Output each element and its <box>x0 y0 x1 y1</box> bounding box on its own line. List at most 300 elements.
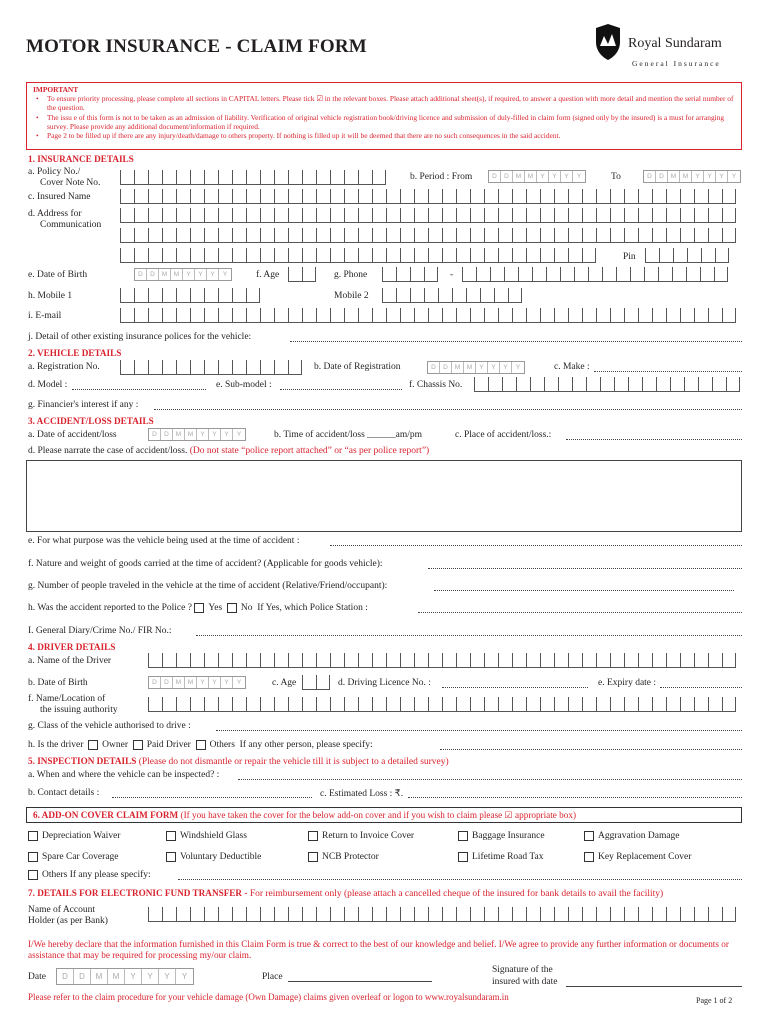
char-box[interactable] <box>316 653 330 667</box>
police-yes-checkbox[interactable] <box>194 603 204 613</box>
char-box[interactable] <box>190 907 204 921</box>
char-box[interactable] <box>316 675 330 689</box>
date-digit-box[interactable]: M <box>159 269 171 280</box>
char-box[interactable] <box>148 360 162 374</box>
char-box[interactable] <box>512 208 526 222</box>
char-box[interactable] <box>600 377 614 391</box>
char-box[interactable] <box>134 228 148 242</box>
date-digit-box[interactable]: Y <box>142 969 159 984</box>
reg-date[interactable] <box>427 361 525 374</box>
char-box[interactable] <box>176 653 190 667</box>
char-box[interactable] <box>344 907 358 921</box>
char-box[interactable] <box>148 189 162 203</box>
char-box[interactable] <box>610 907 624 921</box>
char-box[interactable] <box>428 248 442 262</box>
addon-others-checkbox[interactable] <box>28 870 38 880</box>
aggravation-damage-checkbox[interactable] <box>584 831 594 841</box>
financier-line[interactable] <box>154 409 742 410</box>
char-box[interactable] <box>232 288 246 302</box>
char-box[interactable] <box>288 228 302 242</box>
char-box[interactable] <box>372 308 386 322</box>
lifetime-road-tax-checkbox[interactable] <box>458 852 468 862</box>
narration-box[interactable] <box>26 460 742 532</box>
char-box[interactable] <box>316 907 330 921</box>
char-box[interactable] <box>516 377 530 391</box>
char-box[interactable] <box>540 653 554 667</box>
char-box[interactable] <box>694 208 708 222</box>
char-box[interactable] <box>638 907 652 921</box>
char-box[interactable] <box>260 228 274 242</box>
char-box[interactable] <box>344 697 358 711</box>
date-digit-box[interactable]: Y <box>500 362 512 373</box>
date-digit-box[interactable]: Y <box>236 679 242 686</box>
char-box[interactable] <box>400 907 414 921</box>
char-box[interactable] <box>470 653 484 667</box>
char-box[interactable] <box>414 653 428 667</box>
date-digit-box[interactable]: D <box>644 171 656 182</box>
char-box[interactable] <box>218 288 232 302</box>
char-box[interactable] <box>288 697 302 711</box>
char-box[interactable] <box>694 189 708 203</box>
char-box[interactable] <box>134 248 148 262</box>
addon-others-line[interactable] <box>178 879 742 880</box>
char-box[interactable] <box>260 653 274 667</box>
char-box[interactable] <box>330 170 344 184</box>
char-box[interactable] <box>232 360 246 374</box>
char-box[interactable] <box>518 267 532 281</box>
char-box[interactable] <box>204 248 218 262</box>
char-box[interactable] <box>414 248 428 262</box>
date-digit-box[interactable]: Y <box>197 677 209 688</box>
char-box[interactable] <box>246 360 260 374</box>
baggage-insurance-checkbox[interactable] <box>458 831 468 841</box>
char-box[interactable] <box>148 308 162 322</box>
char-box[interactable] <box>694 907 708 921</box>
char-box[interactable] <box>382 288 396 302</box>
char-box[interactable] <box>508 288 522 302</box>
char-box[interactable] <box>466 288 480 302</box>
char-box[interactable] <box>546 267 560 281</box>
char-box[interactable] <box>484 189 498 203</box>
char-box[interactable] <box>358 907 372 921</box>
char-box[interactable] <box>498 248 512 262</box>
char-box[interactable] <box>372 189 386 203</box>
char-box[interactable] <box>666 697 680 711</box>
char-box[interactable] <box>134 360 148 374</box>
key-replacement-checkbox[interactable] <box>584 852 594 862</box>
char-box[interactable] <box>176 308 190 322</box>
char-box[interactable] <box>260 697 274 711</box>
char-box[interactable] <box>442 697 456 711</box>
char-box[interactable] <box>246 907 260 921</box>
char-box[interactable] <box>396 267 410 281</box>
driver-name-boxes[interactable] <box>148 653 736 668</box>
char-box[interactable] <box>386 189 400 203</box>
char-box[interactable] <box>232 228 246 242</box>
char-box[interactable] <box>372 907 386 921</box>
char-box[interactable] <box>652 308 666 322</box>
char-box[interactable] <box>526 907 540 921</box>
char-box[interactable] <box>680 189 694 203</box>
date-digit-box[interactable]: Y <box>731 173 737 180</box>
date-digit-box[interactable]: Y <box>181 972 188 981</box>
char-box[interactable] <box>708 653 722 667</box>
char-box[interactable] <box>582 189 596 203</box>
char-box[interactable] <box>554 308 568 322</box>
char-box[interactable] <box>162 308 176 322</box>
char-box[interactable] <box>470 697 484 711</box>
char-box[interactable] <box>288 653 302 667</box>
char-box[interactable] <box>316 228 330 242</box>
char-box[interactable] <box>288 170 302 184</box>
char-box[interactable] <box>666 653 680 667</box>
char-box[interactable] <box>582 208 596 222</box>
char-box[interactable] <box>544 377 558 391</box>
people-line[interactable] <box>434 590 734 591</box>
date-digit-box[interactable]: D <box>656 171 668 182</box>
char-box[interactable] <box>476 267 490 281</box>
char-box[interactable] <box>246 228 260 242</box>
char-box[interactable] <box>274 170 288 184</box>
char-box[interactable] <box>218 248 232 262</box>
char-box[interactable] <box>498 189 512 203</box>
char-box[interactable] <box>673 248 687 262</box>
char-box[interactable] <box>162 360 176 374</box>
char-box[interactable] <box>694 308 708 322</box>
char-box[interactable] <box>456 228 470 242</box>
address-boxes-line2[interactable] <box>120 228 736 243</box>
char-box[interactable] <box>638 189 652 203</box>
char-box[interactable] <box>540 907 554 921</box>
char-box[interactable] <box>400 697 414 711</box>
char-box[interactable] <box>568 653 582 667</box>
char-box[interactable] <box>442 308 456 322</box>
char-box[interactable] <box>120 360 134 374</box>
char-box[interactable] <box>596 189 610 203</box>
char-box[interactable] <box>512 907 526 921</box>
char-box[interactable] <box>274 228 288 242</box>
char-box[interactable] <box>288 248 302 262</box>
char-box[interactable] <box>316 697 330 711</box>
char-box[interactable] <box>358 248 372 262</box>
char-box[interactable] <box>204 907 218 921</box>
char-box[interactable] <box>400 653 414 667</box>
date-digit-box[interactable]: Y <box>207 269 219 280</box>
char-box[interactable] <box>456 907 470 921</box>
char-box[interactable] <box>232 653 246 667</box>
date-digit-box[interactable]: M <box>108 969 125 984</box>
purpose-line[interactable] <box>330 545 742 546</box>
char-box[interactable] <box>302 170 316 184</box>
char-box[interactable] <box>687 248 701 262</box>
char-box[interactable] <box>715 248 729 262</box>
char-box[interactable] <box>218 189 232 203</box>
char-box[interactable] <box>120 189 134 203</box>
char-box[interactable] <box>708 228 722 242</box>
char-box[interactable] <box>274 907 288 921</box>
char-box[interactable] <box>726 377 740 391</box>
char-box[interactable] <box>526 228 540 242</box>
char-box[interactable] <box>512 248 526 262</box>
char-box[interactable] <box>694 653 708 667</box>
char-box[interactable] <box>288 267 302 281</box>
char-box[interactable] <box>638 228 652 242</box>
char-box[interactable] <box>502 377 516 391</box>
char-box[interactable] <box>162 170 176 184</box>
char-box[interactable] <box>260 189 274 203</box>
char-box[interactable] <box>658 267 672 281</box>
police-no-checkbox[interactable] <box>227 603 237 613</box>
char-box[interactable] <box>456 653 470 667</box>
date-digit-box[interactable]: Y <box>549 171 561 182</box>
char-box[interactable] <box>722 308 736 322</box>
char-box[interactable] <box>680 228 694 242</box>
others-checkbox[interactable] <box>196 740 206 750</box>
char-box[interactable] <box>638 697 652 711</box>
char-box[interactable] <box>526 697 540 711</box>
char-box[interactable] <box>232 170 246 184</box>
char-box[interactable] <box>680 697 694 711</box>
date-digit-box[interactable]: M <box>513 171 525 182</box>
char-box[interactable] <box>232 248 246 262</box>
char-box[interactable] <box>204 170 218 184</box>
policy-number-boxes[interactable] <box>120 170 386 185</box>
char-box[interactable] <box>596 308 610 322</box>
char-box[interactable] <box>218 697 232 711</box>
char-box[interactable] <box>330 907 344 921</box>
char-box[interactable] <box>526 653 540 667</box>
char-box[interactable] <box>400 248 414 262</box>
char-box[interactable] <box>470 248 484 262</box>
char-box[interactable] <box>526 208 540 222</box>
char-box[interactable] <box>512 308 526 322</box>
char-box[interactable] <box>512 697 526 711</box>
period-from-date[interactable] <box>488 170 586 183</box>
char-box[interactable] <box>672 267 686 281</box>
date-digit-box[interactable]: D <box>501 171 513 182</box>
char-box[interactable] <box>344 248 358 262</box>
goods-line[interactable] <box>428 568 742 569</box>
char-box[interactable] <box>680 308 694 322</box>
fir-line[interactable] <box>196 635 742 636</box>
char-box[interactable] <box>701 248 715 262</box>
char-box[interactable] <box>330 653 344 667</box>
date-digit-box[interactable]: Y <box>159 969 176 984</box>
char-box[interactable] <box>484 308 498 322</box>
char-box[interactable] <box>722 189 736 203</box>
char-box[interactable] <box>722 653 736 667</box>
char-box[interactable] <box>120 248 134 262</box>
char-box[interactable] <box>386 208 400 222</box>
char-box[interactable] <box>554 653 568 667</box>
char-box[interactable] <box>246 653 260 667</box>
char-box[interactable] <box>274 653 288 667</box>
char-box[interactable] <box>134 288 148 302</box>
address-boxes-line1[interactable] <box>120 208 736 223</box>
char-box[interactable] <box>120 228 134 242</box>
char-box[interactable] <box>162 907 176 921</box>
char-box[interactable] <box>330 189 344 203</box>
char-box[interactable] <box>428 653 442 667</box>
paid-driver-checkbox[interactable] <box>133 740 143 750</box>
date-digit-box[interactable]: D <box>57 969 74 984</box>
char-box[interactable] <box>526 248 540 262</box>
char-box[interactable] <box>218 653 232 667</box>
char-box[interactable] <box>470 907 484 921</box>
char-box[interactable] <box>274 697 288 711</box>
accident-date[interactable] <box>148 428 246 441</box>
char-box[interactable] <box>400 308 414 322</box>
char-box[interactable] <box>190 308 204 322</box>
char-box[interactable] <box>644 267 658 281</box>
char-box[interactable] <box>162 288 176 302</box>
char-box[interactable] <box>162 653 176 667</box>
char-box[interactable] <box>624 907 638 921</box>
char-box[interactable] <box>540 248 554 262</box>
char-box[interactable] <box>480 288 494 302</box>
char-box[interactable] <box>232 208 246 222</box>
char-box[interactable] <box>630 267 644 281</box>
char-box[interactable] <box>274 308 288 322</box>
char-box[interactable] <box>330 308 344 322</box>
char-box[interactable] <box>462 267 476 281</box>
char-box[interactable] <box>722 697 736 711</box>
char-box[interactable] <box>638 308 652 322</box>
char-box[interactable] <box>540 228 554 242</box>
char-box[interactable] <box>246 248 260 262</box>
char-box[interactable] <box>624 228 638 242</box>
char-box[interactable] <box>484 248 498 262</box>
char-box[interactable] <box>260 360 274 374</box>
char-box[interactable] <box>610 653 624 667</box>
char-box[interactable] <box>176 189 190 203</box>
char-box[interactable] <box>708 308 722 322</box>
char-box[interactable] <box>302 228 316 242</box>
char-box[interactable] <box>218 308 232 322</box>
driver-dob[interactable] <box>148 676 246 689</box>
char-box[interactable] <box>246 697 260 711</box>
char-box[interactable] <box>588 267 602 281</box>
char-box[interactable] <box>358 308 372 322</box>
char-box[interactable] <box>414 308 428 322</box>
char-box[interactable] <box>162 228 176 242</box>
char-box[interactable] <box>484 208 498 222</box>
date-digit-box[interactable]: Y <box>209 677 221 688</box>
date-digit-box[interactable]: M <box>668 171 680 182</box>
char-box[interactable] <box>134 308 148 322</box>
char-box[interactable] <box>120 308 134 322</box>
char-box[interactable] <box>288 208 302 222</box>
char-box[interactable] <box>386 228 400 242</box>
char-box[interactable] <box>700 267 714 281</box>
char-box[interactable] <box>424 288 438 302</box>
mobile2-boxes[interactable] <box>382 288 522 303</box>
char-box[interactable] <box>428 907 442 921</box>
char-box[interactable] <box>596 907 610 921</box>
char-box[interactable] <box>442 907 456 921</box>
char-box[interactable] <box>190 288 204 302</box>
char-box[interactable] <box>120 288 134 302</box>
char-box[interactable] <box>246 208 260 222</box>
char-box[interactable] <box>582 907 596 921</box>
char-box[interactable] <box>428 697 442 711</box>
char-box[interactable] <box>120 170 134 184</box>
char-box[interactable] <box>204 308 218 322</box>
char-box[interactable] <box>162 189 176 203</box>
char-box[interactable] <box>372 170 386 184</box>
char-box[interactable] <box>218 208 232 222</box>
char-box[interactable] <box>568 697 582 711</box>
char-box[interactable] <box>722 228 736 242</box>
char-box[interactable] <box>586 377 600 391</box>
char-box[interactable] <box>428 189 442 203</box>
char-box[interactable] <box>260 907 274 921</box>
char-box[interactable] <box>414 697 428 711</box>
licence-line[interactable] <box>442 687 588 688</box>
date-digit-box[interactable]: M <box>185 429 197 440</box>
char-box[interactable] <box>442 248 456 262</box>
period-to-date[interactable] <box>643 170 741 183</box>
char-box[interactable] <box>484 907 498 921</box>
char-box[interactable] <box>246 170 260 184</box>
char-box[interactable] <box>638 653 652 667</box>
char-box[interactable] <box>616 267 630 281</box>
char-box[interactable] <box>540 208 554 222</box>
char-box[interactable] <box>190 653 204 667</box>
char-box[interactable] <box>358 653 372 667</box>
char-box[interactable] <box>386 653 400 667</box>
char-box[interactable] <box>708 907 722 921</box>
char-box[interactable] <box>652 208 666 222</box>
char-box[interactable] <box>358 228 372 242</box>
char-box[interactable] <box>162 248 176 262</box>
char-box[interactable] <box>176 228 190 242</box>
phone-std-boxes[interactable] <box>382 267 438 282</box>
date-digit-box[interactable]: Y <box>537 171 549 182</box>
char-box[interactable] <box>532 267 546 281</box>
char-box[interactable] <box>176 360 190 374</box>
char-box[interactable] <box>414 228 428 242</box>
date-digit-box[interactable]: D <box>161 429 173 440</box>
char-box[interactable] <box>414 189 428 203</box>
char-box[interactable] <box>330 228 344 242</box>
char-box[interactable] <box>614 377 628 391</box>
date-digit-box[interactable]: Y <box>221 677 233 688</box>
date-digit-box[interactable]: M <box>171 269 183 280</box>
date-digit-box[interactable]: M <box>173 429 185 440</box>
contact-line[interactable] <box>112 797 312 798</box>
char-box[interactable] <box>456 697 470 711</box>
char-box[interactable] <box>358 189 372 203</box>
char-box[interactable] <box>554 907 568 921</box>
char-box[interactable] <box>232 907 246 921</box>
inspection-when-line[interactable] <box>238 779 742 780</box>
char-box[interactable] <box>498 208 512 222</box>
char-box[interactable] <box>498 308 512 322</box>
char-box[interactable] <box>610 208 624 222</box>
char-box[interactable] <box>330 208 344 222</box>
char-box[interactable] <box>302 697 316 711</box>
date-digit-box[interactable]: M <box>91 969 108 984</box>
char-box[interactable] <box>568 208 582 222</box>
char-box[interactable] <box>572 377 586 391</box>
expiry-line[interactable] <box>660 687 742 688</box>
char-box[interactable] <box>652 653 666 667</box>
station-line[interactable] <box>418 612 742 613</box>
date-digit-box[interactable]: Y <box>488 362 500 373</box>
windshield-glass-checkbox[interactable] <box>166 831 176 841</box>
char-box[interactable] <box>558 377 572 391</box>
